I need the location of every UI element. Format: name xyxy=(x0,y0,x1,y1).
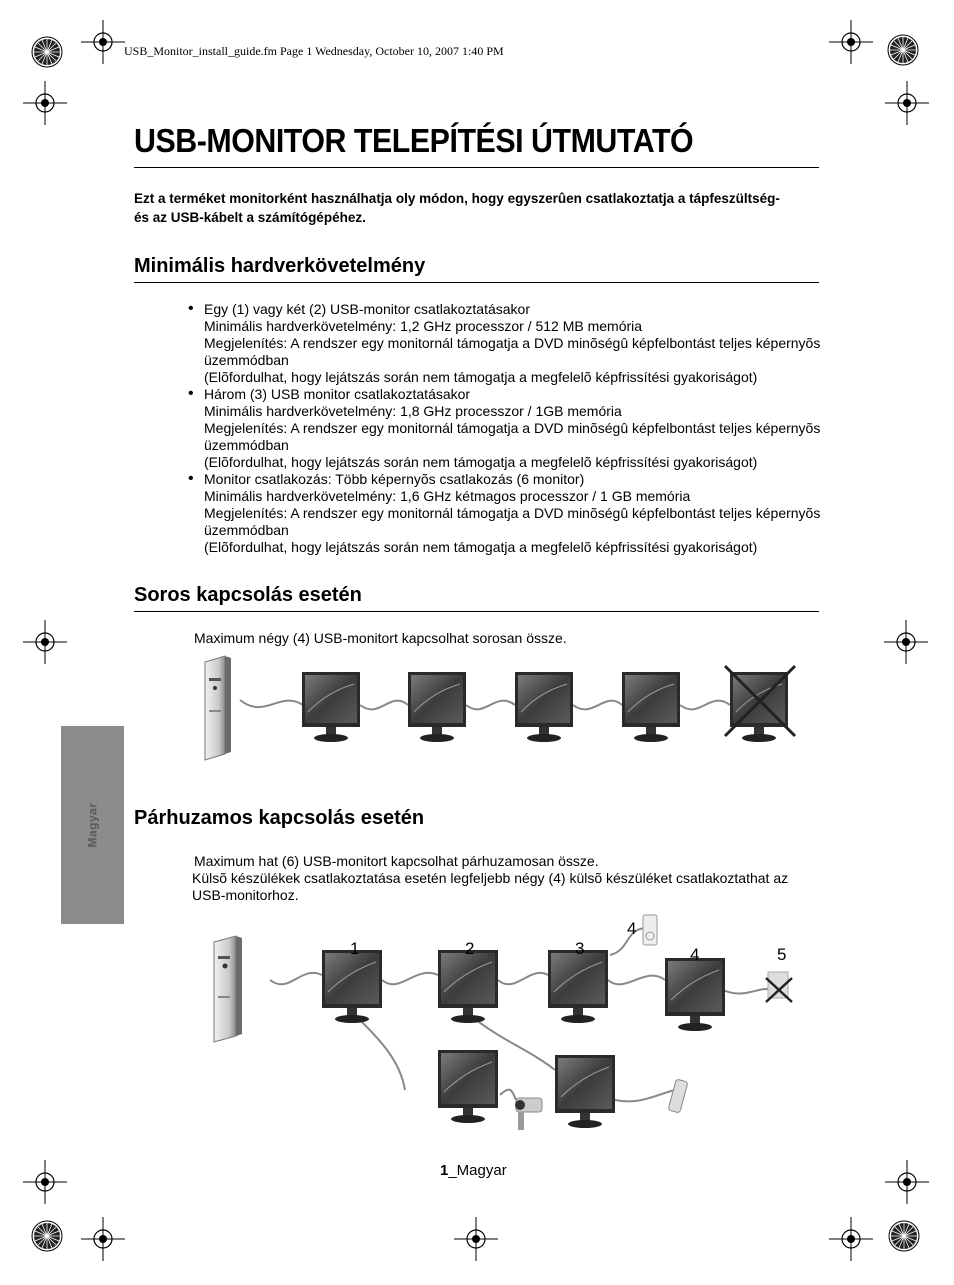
reg-mark-left-bottom xyxy=(23,1160,67,1204)
mobile-phone-icon xyxy=(668,1079,688,1113)
sunburst-mark-tl xyxy=(32,37,62,67)
hardware-rule xyxy=(134,282,819,283)
pc-tower-icon xyxy=(214,936,242,1042)
intro-text: Ezt a terméket monitorként használhatja oly módon, hogy egyszerûen csatlakoztatja a tápfeszültség- és az USB-kábelt a számítógépéhez. xyxy=(134,191,780,225)
req-title: Monitor csatlakozás: Több képernyõs csatlakozás (6 monitor) xyxy=(204,471,585,487)
monitor-icon xyxy=(515,672,573,742)
reg-mark-right-bottom xyxy=(885,1160,929,1204)
page-number: 1 xyxy=(440,1162,449,1179)
reg-mark-top-left xyxy=(81,20,125,64)
list-item xyxy=(188,386,828,471)
heading-hardware: Minimális hardverkövetelmény xyxy=(134,255,426,277)
monitor-icon xyxy=(622,672,680,742)
bullet-icon: • xyxy=(188,470,194,487)
monitor-icon xyxy=(665,958,725,1031)
requirements-list xyxy=(188,301,828,556)
reg-mark-top-right xyxy=(829,20,873,64)
reg-mark-bottom-right xyxy=(829,1217,873,1261)
mp3-player-icon xyxy=(643,915,657,945)
pc-tower-icon xyxy=(205,656,231,760)
monitor-icon xyxy=(408,672,466,742)
monitor-icon xyxy=(438,950,498,1023)
bullet-icon: • xyxy=(188,385,194,402)
req-note: (Elõfordulhat, hogy lejátszás során nem támogatja a megfelelõ képfrissítési gyakoriságot) xyxy=(204,369,758,385)
req-display: Megjelenítés: A rendszer egy monitornál támogatja a DVD minõségû képfelbontást teljes képernyõs üzemmódban xyxy=(204,420,821,453)
heading-serial: Soros kapcsolás esetén xyxy=(134,584,362,606)
bullet-icon: • xyxy=(188,300,194,317)
reg-mark-right-mid xyxy=(884,620,928,664)
serial-rule xyxy=(134,611,819,612)
parallel-text-2: Külsõ készülékek csatlakoztatása esetén legfeljebb négy (4) külsõ készüléket csatlakoztathat az USB-monitorhoz. xyxy=(192,870,789,903)
printer-device-icon xyxy=(766,972,792,1002)
reg-mark-left-top xyxy=(23,81,67,125)
reg-mark-right-top xyxy=(885,81,929,125)
title-rule xyxy=(134,167,819,168)
page-footer xyxy=(440,1162,507,1179)
print-header: USB_Monitor_install_guide.fm Page 1 Wednesday, October 10, 2007 1:40 PM xyxy=(124,44,504,58)
req-min: Minimális hardverkövetelmény: 1,8 GHz processzor / 1GB memória xyxy=(204,403,622,419)
camcorder-icon xyxy=(515,1098,542,1130)
label-3: 3 xyxy=(575,939,585,958)
req-display: Megjelenítés: A rendszer egy monitornál támogatja a DVD minõségû képfelbontást teljes képernyõs üzemmódban xyxy=(204,505,821,538)
sunburst-mark-tr xyxy=(888,35,918,65)
reg-mark-bottom-left xyxy=(81,1217,125,1261)
list-item xyxy=(188,471,828,556)
req-note: (Elõfordulhat, hogy lejátszás során nem támogatja a megfelelõ képfrissítési gyakoriságot) xyxy=(204,454,758,470)
sunburst-mark-br xyxy=(889,1221,919,1251)
reg-mark-left-mid xyxy=(23,620,67,664)
reg-mark-bottom-center xyxy=(454,1217,498,1261)
list-item xyxy=(188,301,828,386)
serial-text: Maximum négy (4) USB-monitort kapcsolhat sorosan össze. xyxy=(194,630,567,646)
parallel-diagram xyxy=(200,910,820,1140)
language-tab-label: Magyar xyxy=(85,802,100,848)
label-1: 1 xyxy=(350,939,360,958)
heading-parallel: Párhuzamos kapcsolás esetén xyxy=(134,807,425,829)
monitor-icon xyxy=(555,1055,615,1128)
req-title: Egy (1) vagy két (2) USB-monitor csatlakoztatásakor xyxy=(204,301,531,317)
req-min: Minimális hardverkövetelmény: 1,6 GHz kétmagos processzor / 1 GB memória xyxy=(204,488,691,504)
parallel-text-1: Maximum hat (6) USB-monitort kapcsolhat párhuzamosan össze. xyxy=(194,853,599,869)
footer-language: _Magyar xyxy=(448,1162,507,1179)
monitor-icon xyxy=(302,672,360,742)
page-title: USB-MONITOR TELEPÍTÉSI ÚTMUTATÓ xyxy=(134,122,694,159)
req-display: Megjelenítés: A rendszer egy monitornál támogatja a DVD minõségû képfelbontást teljes képernyõs üzemmódban xyxy=(204,335,821,368)
serial-diagram xyxy=(195,650,815,770)
label-4a: 4 xyxy=(627,919,637,938)
label-4b: 4 xyxy=(690,945,700,964)
monitor-icon xyxy=(322,950,382,1023)
req-min: Minimális hardverkövetelmény: 1,2 GHz processzor / 512 MB memória xyxy=(204,318,643,334)
label-2: 2 xyxy=(465,939,475,958)
label-5: 5 xyxy=(777,945,787,964)
monitor-icon xyxy=(438,1050,498,1123)
req-title: Három (3) USB monitor csatlakoztatásakor xyxy=(204,386,471,402)
req-note: (Elõfordulhat, hogy lejátszás során nem támogatja a megfelelõ képfrissítési gyakoriságot) xyxy=(204,539,758,555)
sunburst-mark-bl xyxy=(32,1221,62,1251)
monitor-icon xyxy=(548,950,608,1023)
